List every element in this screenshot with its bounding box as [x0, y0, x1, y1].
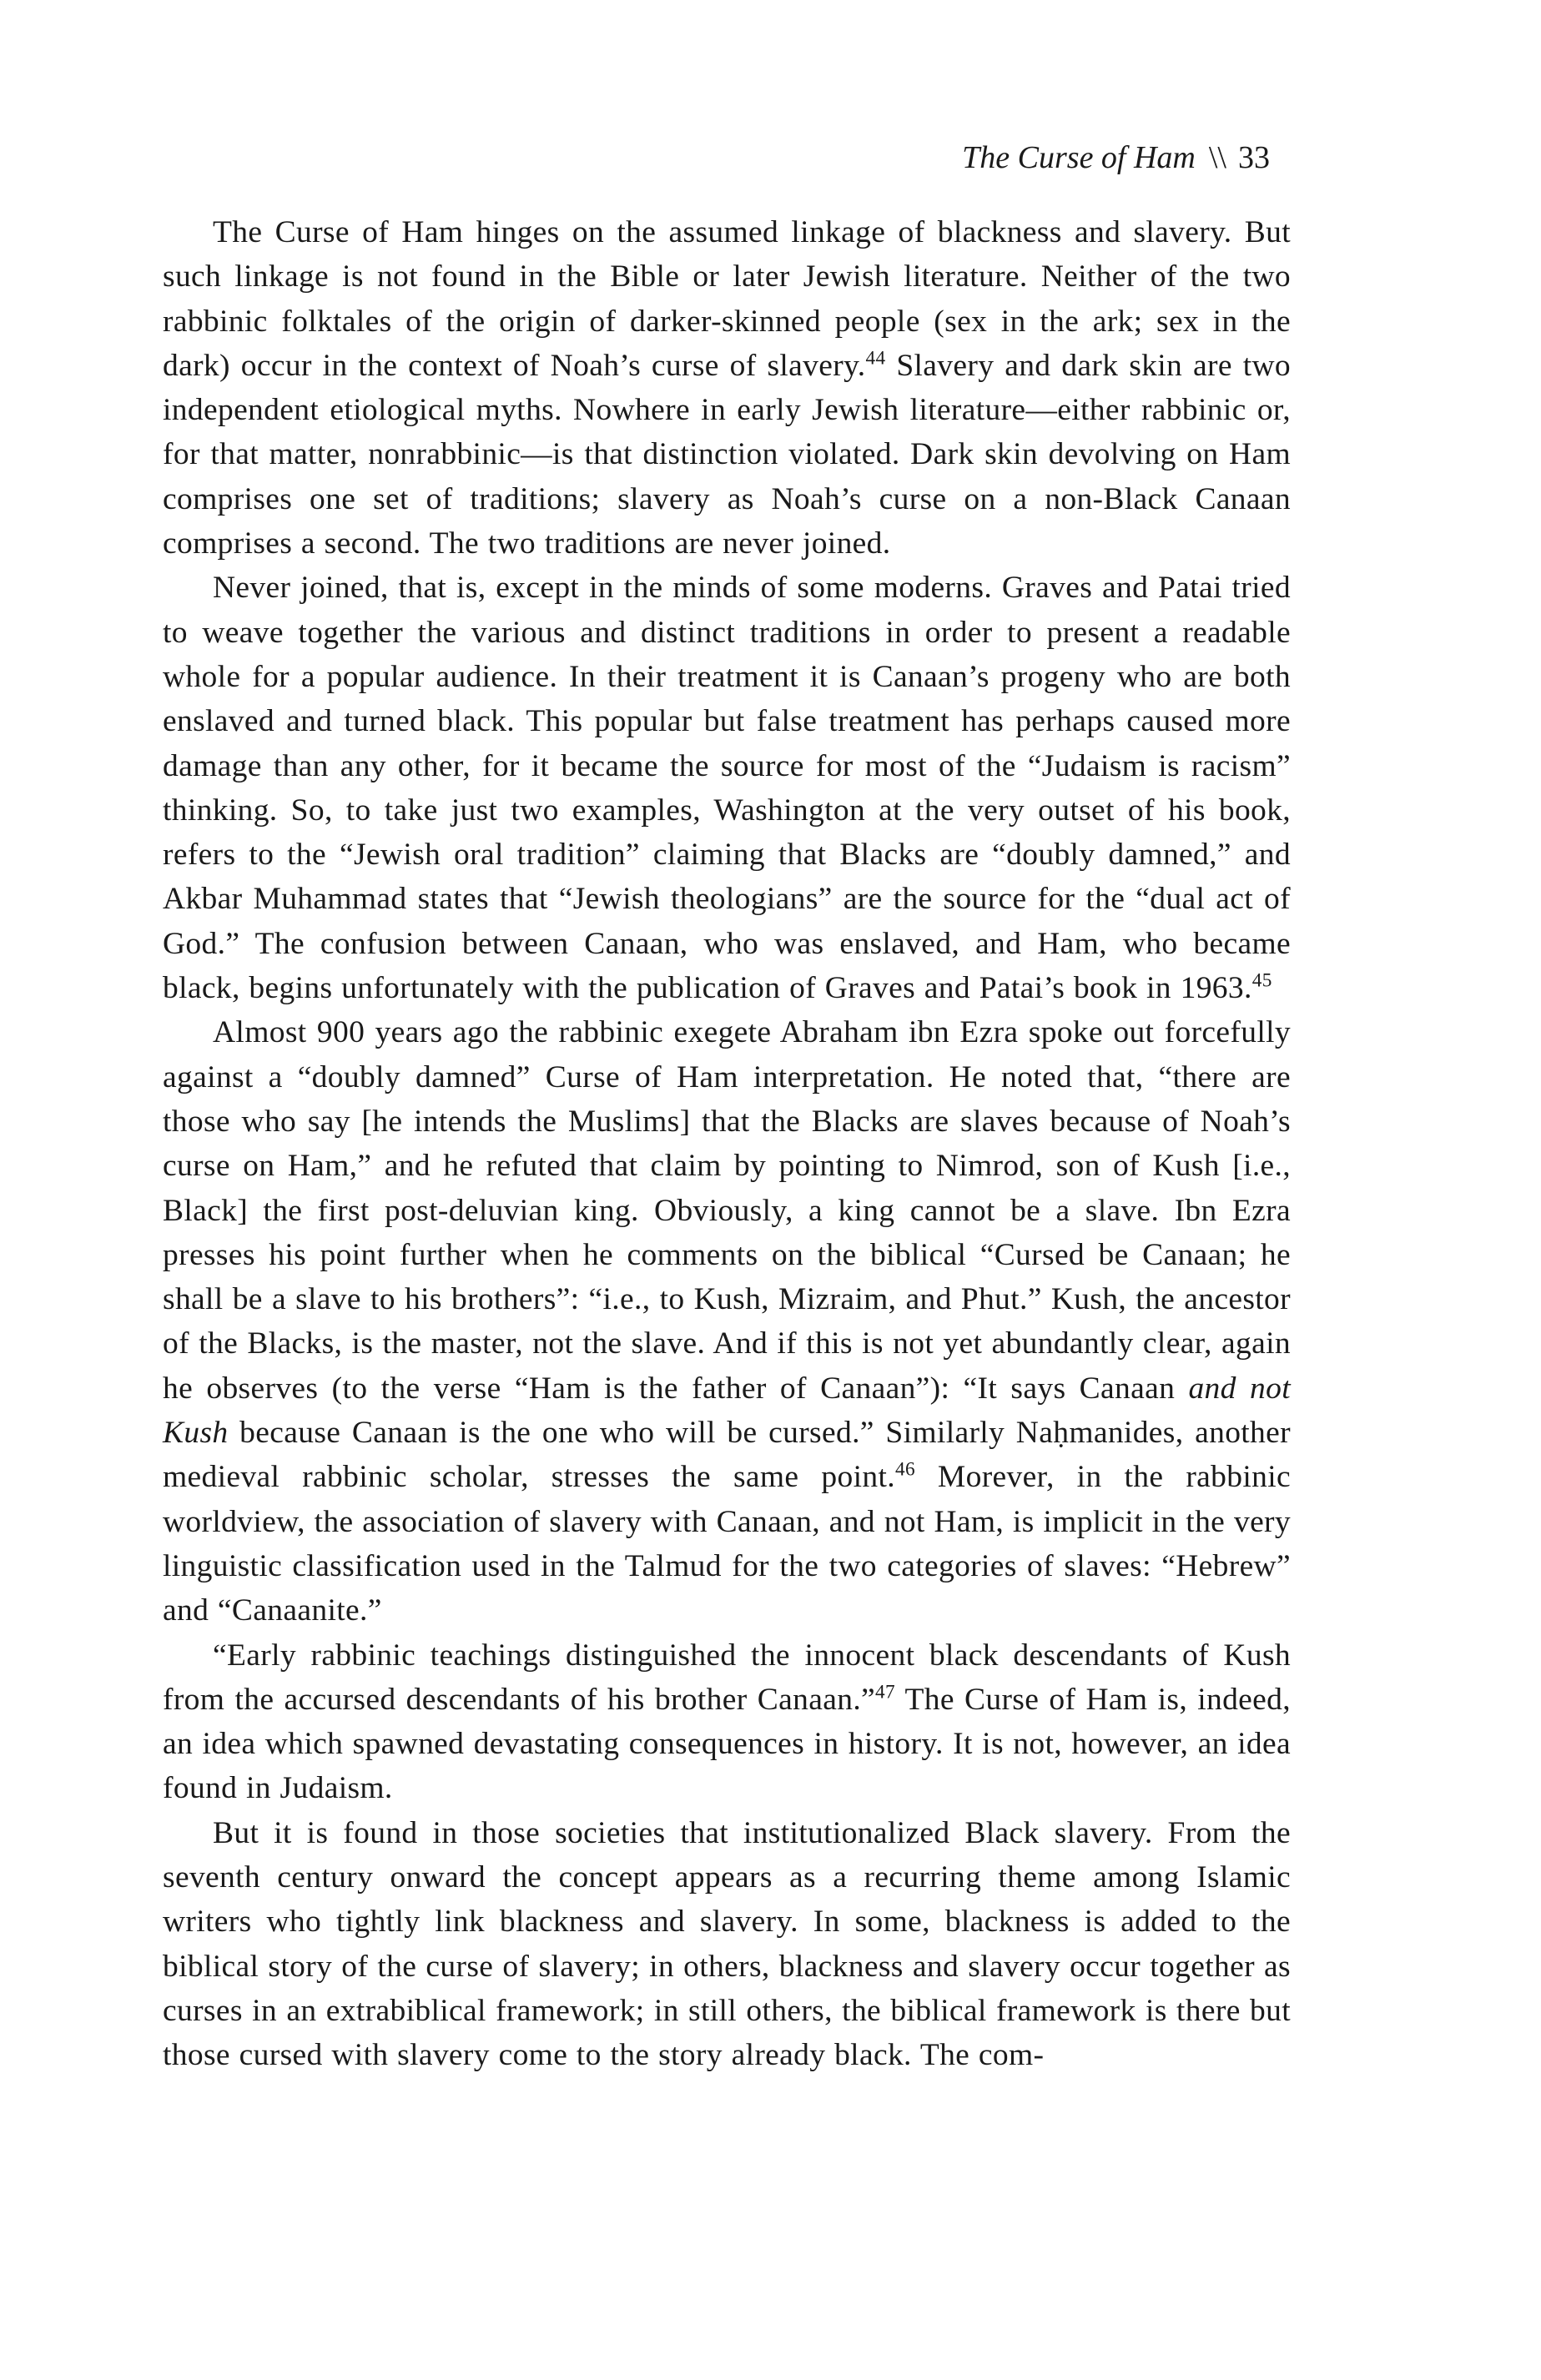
paragraph: [163, 210, 1291, 566]
running-title: The Curse of Ham: [962, 140, 1196, 175]
paragraph-text: Almost 900 years ago the rabbinic exegete Abraham ibn Ezra spoke out forcefully against a “doubly damned” Curse of Ham interpretation. He noted that, “there are those who say [he intends the Muslims] that the Blacks are slaves because of Noah’s curse on Ham,” and he refuted that claim by pointing to Nimrod, son of Kush [i.e., Black] the first post-deluvian king. Obviously, a king cannot be a slave. Ibn Ezra presses his point further when he comments on the biblical “Cursed be Canaan; he shall be a slave to his brothers”: “i.e., to Kush, Mizraim, and Phut.” Kush, the ancestor of the Blacks, is the master, not the slave. And if this is not yet abundantly clear, again he observes (to the verse “Ham is the father of Canaan”): “It says Canaan: [163, 1015, 1291, 1406]
paragraph: [163, 1811, 1291, 2078]
footnote-ref-46: 46: [894, 1458, 915, 1481]
paragraph-text: Morever, in the rabbinic worldview, the association of slavery with Canaan, and not Ham, is implicit in the very linguistic classification used in the Talmud for the two categories of slaves: “Hebrew” and “Canaanite.”: [163, 1460, 1291, 1628]
paragraph: [163, 566, 1291, 1010]
paragraph-text: because Canaan is the one who will be cursed.” Similarly Naḥmanides, another medieval rabbinic scholar, stresses the same point.: [163, 1416, 1291, 1495]
paragraph: [163, 1010, 1291, 1633]
paragraph: [163, 1633, 1291, 1811]
footnote-ref-44: 44: [865, 347, 886, 370]
paragraph-text: “Early rabbinic teachings distinguished the innocent black descendants of Kush from the accursed descendants of his brother Canaan.”: [163, 1638, 1291, 1717]
paragraph-text: But it is found in those societies that institutionalized Black slavery. From the seventh century onward the concept appears as a recurring theme among Islamic writers who tightly link blackness and slavery. In some, blackness is added to the biblical story of the curse of slavery; in others, blackness and slavery occur together as curses in an extrabiblical framework; in still others, the biblical framework is there but those cursed with slavery come to the story already black. The com-: [163, 1815, 1291, 2073]
running-head-separator: \\: [1208, 140, 1226, 175]
paragraph-text: The Curse of Ham hinges on the assumed linkage of blackness and slavery. But such linkage is not found in the Bible or later Jewish literature. Neither of the two rabbinic folktales of the origin of darker-skinned people (sex in the ark; sex in the dark) occur in the context of Noah’s curse of slavery.: [163, 215, 1291, 383]
footnote-ref-45: 45: [1251, 969, 1272, 992]
running-head: [962, 142, 1270, 174]
paragraph-text: The Curse of Ham is, indeed, an idea which spawned devastating consequences in history. It is not, however, an idea found in Judaism.: [163, 1682, 1291, 1806]
paragraph-text: Never joined, that is, except in the minds of some moderns. Graves and Patai tried to weave together the various and distinct traditions in order to present a readable whole for a popular audience. In their treatment it is Canaan’s progeny who are both enslaved and turned black. This popular but false treatment has perhaps caused more damage than any other, for it became the source for most of the “Judaism is racism” thinking. So, to take just two examples, Washington at the very outset of his book, refers to the “Jewish oral tradition” claiming that Blacks are “doubly damned,” and Akbar Muhammad states that “Jewish theologians” are the source for the “dual act of God.” The confusion between Canaan, who was enslaved, and Ham, who became black, begins unfortunately with the publication of Graves and Patai’s book in 1963.: [163, 571, 1291, 1006]
page-number: 33: [1238, 140, 1270, 175]
body-text: [163, 210, 1291, 2077]
paragraph-text: Slavery and dark skin are two independent etiological myths. Nowhere in early Jewish literature—either rabbinic or, for that matter, nonrabbinic—is that distinction violated. Dark skin devolving on Ham comprises one set of traditions; slavery as Noah’s curse on a non-Black Canaan comprises a second. The two traditions are never joined.: [163, 348, 1291, 561]
emphasis-text: and not Kush: [163, 1371, 1291, 1451]
footnote-ref-47: 47: [875, 1681, 895, 1703]
